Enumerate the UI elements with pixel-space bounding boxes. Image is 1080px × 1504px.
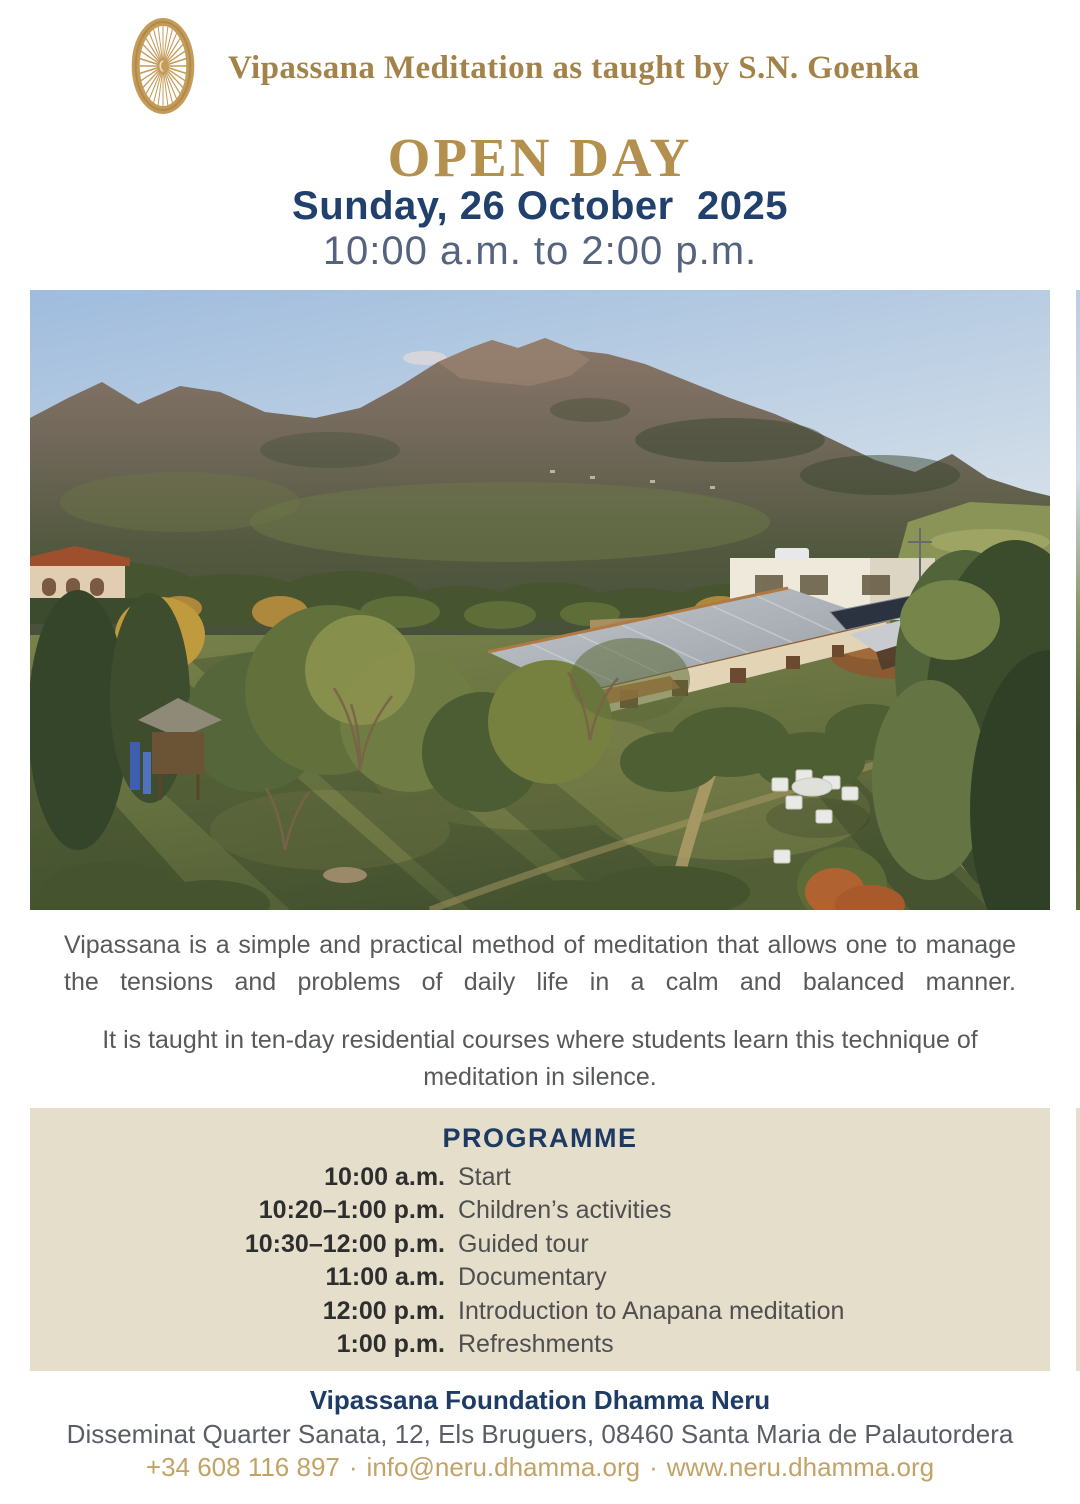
page-edge-photo-sliver: [1076, 290, 1080, 910]
dhamma-wheel-icon: [126, 14, 204, 118]
programme-row: [30, 1194, 1050, 1227]
programme-activity: Introduction to Anapana meditation: [458, 1296, 845, 1325]
programme-row: [30, 1161, 1050, 1194]
programme-table: [30, 1161, 1050, 1361]
programme-time: 11:00 a.m.: [325, 1263, 445, 1292]
programme-activity: Refreshments: [458, 1330, 614, 1359]
programme-activity: Start: [458, 1163, 511, 1191]
intro-paragraph-1: Vipassana is a simple and practical method of meditation that allows one to manage the tensions and problems of daily life in a calm and balanced manner.: [64, 931, 1016, 996]
programme-activity: Guided tour: [458, 1229, 589, 1258]
programme-section: [30, 1108, 1050, 1371]
programme-time: 10:20–1:00 p.m.: [258, 1196, 445, 1225]
programme-activity: Children’s activities: [458, 1196, 672, 1225]
programme-row: [30, 1295, 1050, 1328]
page-edge-beige-sliver: [1076, 1108, 1080, 1371]
contact-separator: ·: [348, 1452, 358, 1482]
programme-time: 12:00 p.m.: [322, 1296, 445, 1325]
programme-heading: PROGRAMME: [442, 1123, 638, 1153]
open-day-title: OPEN DAY: [387, 127, 693, 188]
footer-email: info@neru.dhamma.org: [366, 1452, 641, 1482]
programme-row: [30, 1328, 1050, 1361]
intro-paragraph-2: It is taught in ten-day residential courses where students learn this technique of meditation in silence.: [102, 1026, 978, 1091]
aerial-center-photo: [30, 290, 1050, 910]
footer-organization: Vipassana Foundation Dhamma Neru: [309, 1385, 771, 1415]
event-time: 10:00 a.m. to 2:00 p.m.: [322, 229, 758, 273]
footer-website: www.neru.dhamma.org: [666, 1452, 935, 1482]
programme-time: 10:30–12:00 p.m.: [244, 1229, 445, 1258]
contact-separator: ·: [649, 1452, 658, 1482]
footer-contact-line: [0, 1452, 1080, 1483]
footer-address: Disseminat Quarter Sanata, 12, Els Bruguers, 08460 Santa Maria de Palautordera: [66, 1419, 1014, 1449]
footer-phone: +34 608 116 897: [145, 1452, 340, 1482]
programme-activity: Documentary: [458, 1263, 607, 1292]
programme-time: 1:00 p.m.: [336, 1330, 445, 1359]
programme-row: [30, 1228, 1050, 1261]
event-date: Sunday, 26 October 2025: [292, 184, 788, 228]
programme-time: 10:00 a.m.: [324, 1163, 445, 1191]
programme-row: [30, 1261, 1050, 1294]
flyer-header-title: Vipassana Meditation as taught by S.N. Goenka: [228, 50, 920, 86]
